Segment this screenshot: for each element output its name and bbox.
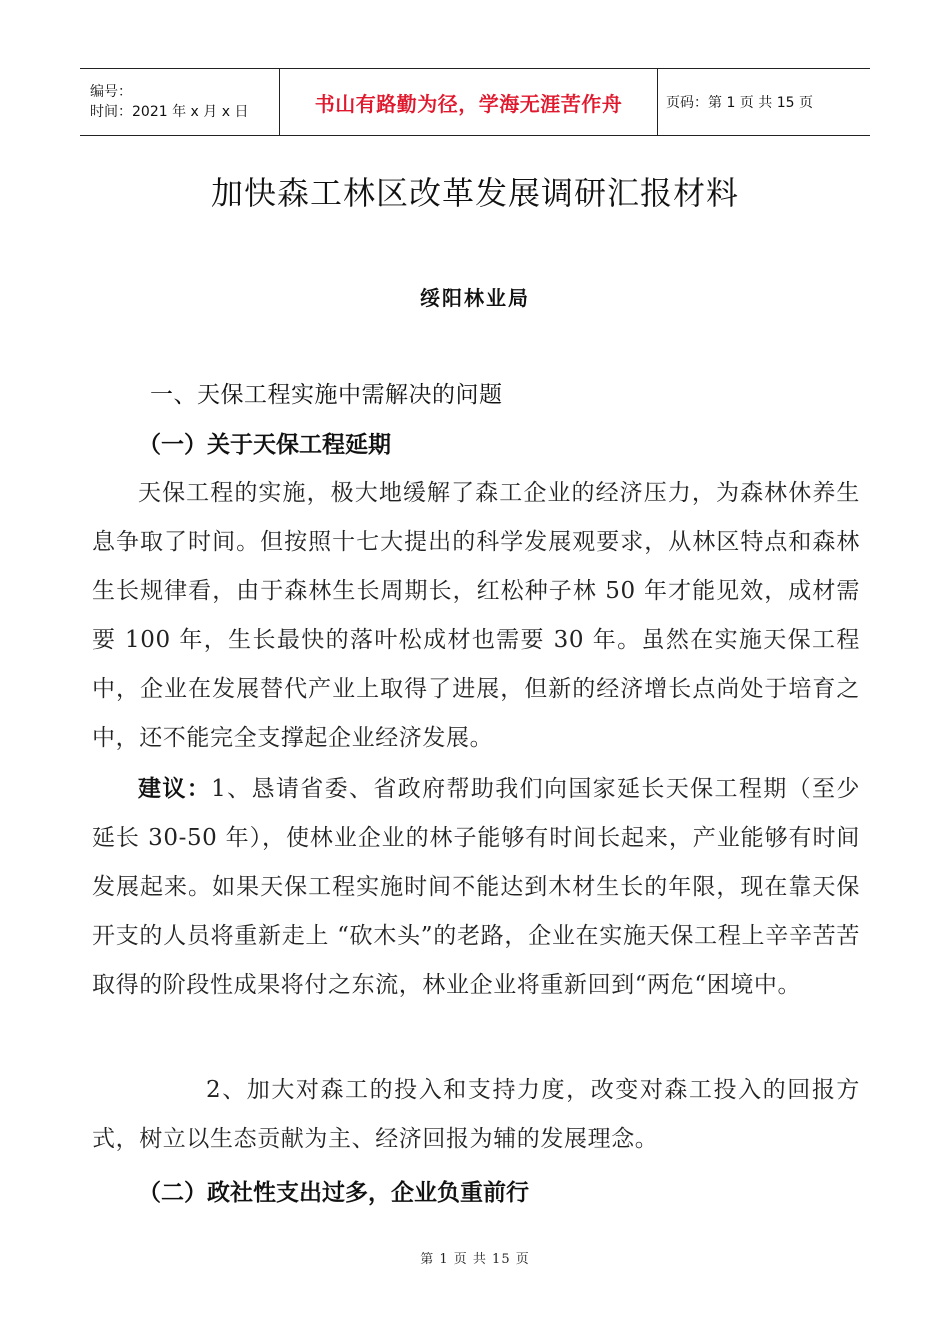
- document-author: 绥阳林业局: [420, 286, 530, 310]
- header-meta-cell: [80, 69, 280, 135]
- time-label: 时间：2021 年 x 月 x 日: [90, 104, 249, 120]
- suggestion-text: 1、恳请省委、省政府帮助我们向国家延长天保工程期（至少延长 30-50 年），使林业企业的林子能够有时间长起来，产业能够有时间发展起来。如果天保工程实施时间不能达到木材生长的年限，现在靠天保开支的人员将重新走上 “砍木头”的老路，企业在实施天保工程上辛辛苦苦取得的阶段性成果将付之东流，林业企业将重新回到“两危“困境中。: [92, 776, 860, 998]
- section-heading-1: 一、天保工程实施中需解决的问题: [150, 382, 503, 408]
- page-info: 页码：第 1 页 共 15 页: [666, 95, 813, 111]
- document-title: 加快森工林区改革发展调研汇报材料: [210, 174, 739, 212]
- code-label: 编号：: [90, 84, 132, 100]
- header-table: [80, 68, 870, 136]
- paragraph-1: 天保工程的实施，极大地缓解了森工企业的经济压力，为森林休养生息争取了时间。但按照十七大提出的科学发展观要求，从林区特点和森林生长规律看，由于森林生长周期长，红松种子林 50 年才能见效，成材需要 100 年，生长最快的落叶松成材也需要 30 年。虽然在实施天保工程中，企业在发展替代产业上取得了进展，但新的经济增长点尚处于培育之中，还不能完全支撑起企业经济发展。: [92, 480, 860, 751]
- paragraph-3: 2、加大对森工的投入和支持力度，改变对森工投入的回报方式，树立以生态贡献为主、经济回报为辅的发展理念。: [92, 1077, 860, 1152]
- header-motto-cell: [280, 69, 658, 135]
- header-page-cell: [658, 69, 870, 135]
- page-footer: 第 1 页 共 15 页: [420, 1252, 530, 1267]
- motto-text: 书山有路勤为径，学海无涯苦作舟: [314, 91, 623, 116]
- subsection-heading-2: （二）政社性支出过多，企业负重前行: [138, 1180, 529, 1206]
- paragraph-2: [92, 765, 860, 1010]
- suggestion-label: 建议：: [138, 776, 212, 802]
- subsection-heading-1: （一）关于天保工程延期: [138, 432, 391, 458]
